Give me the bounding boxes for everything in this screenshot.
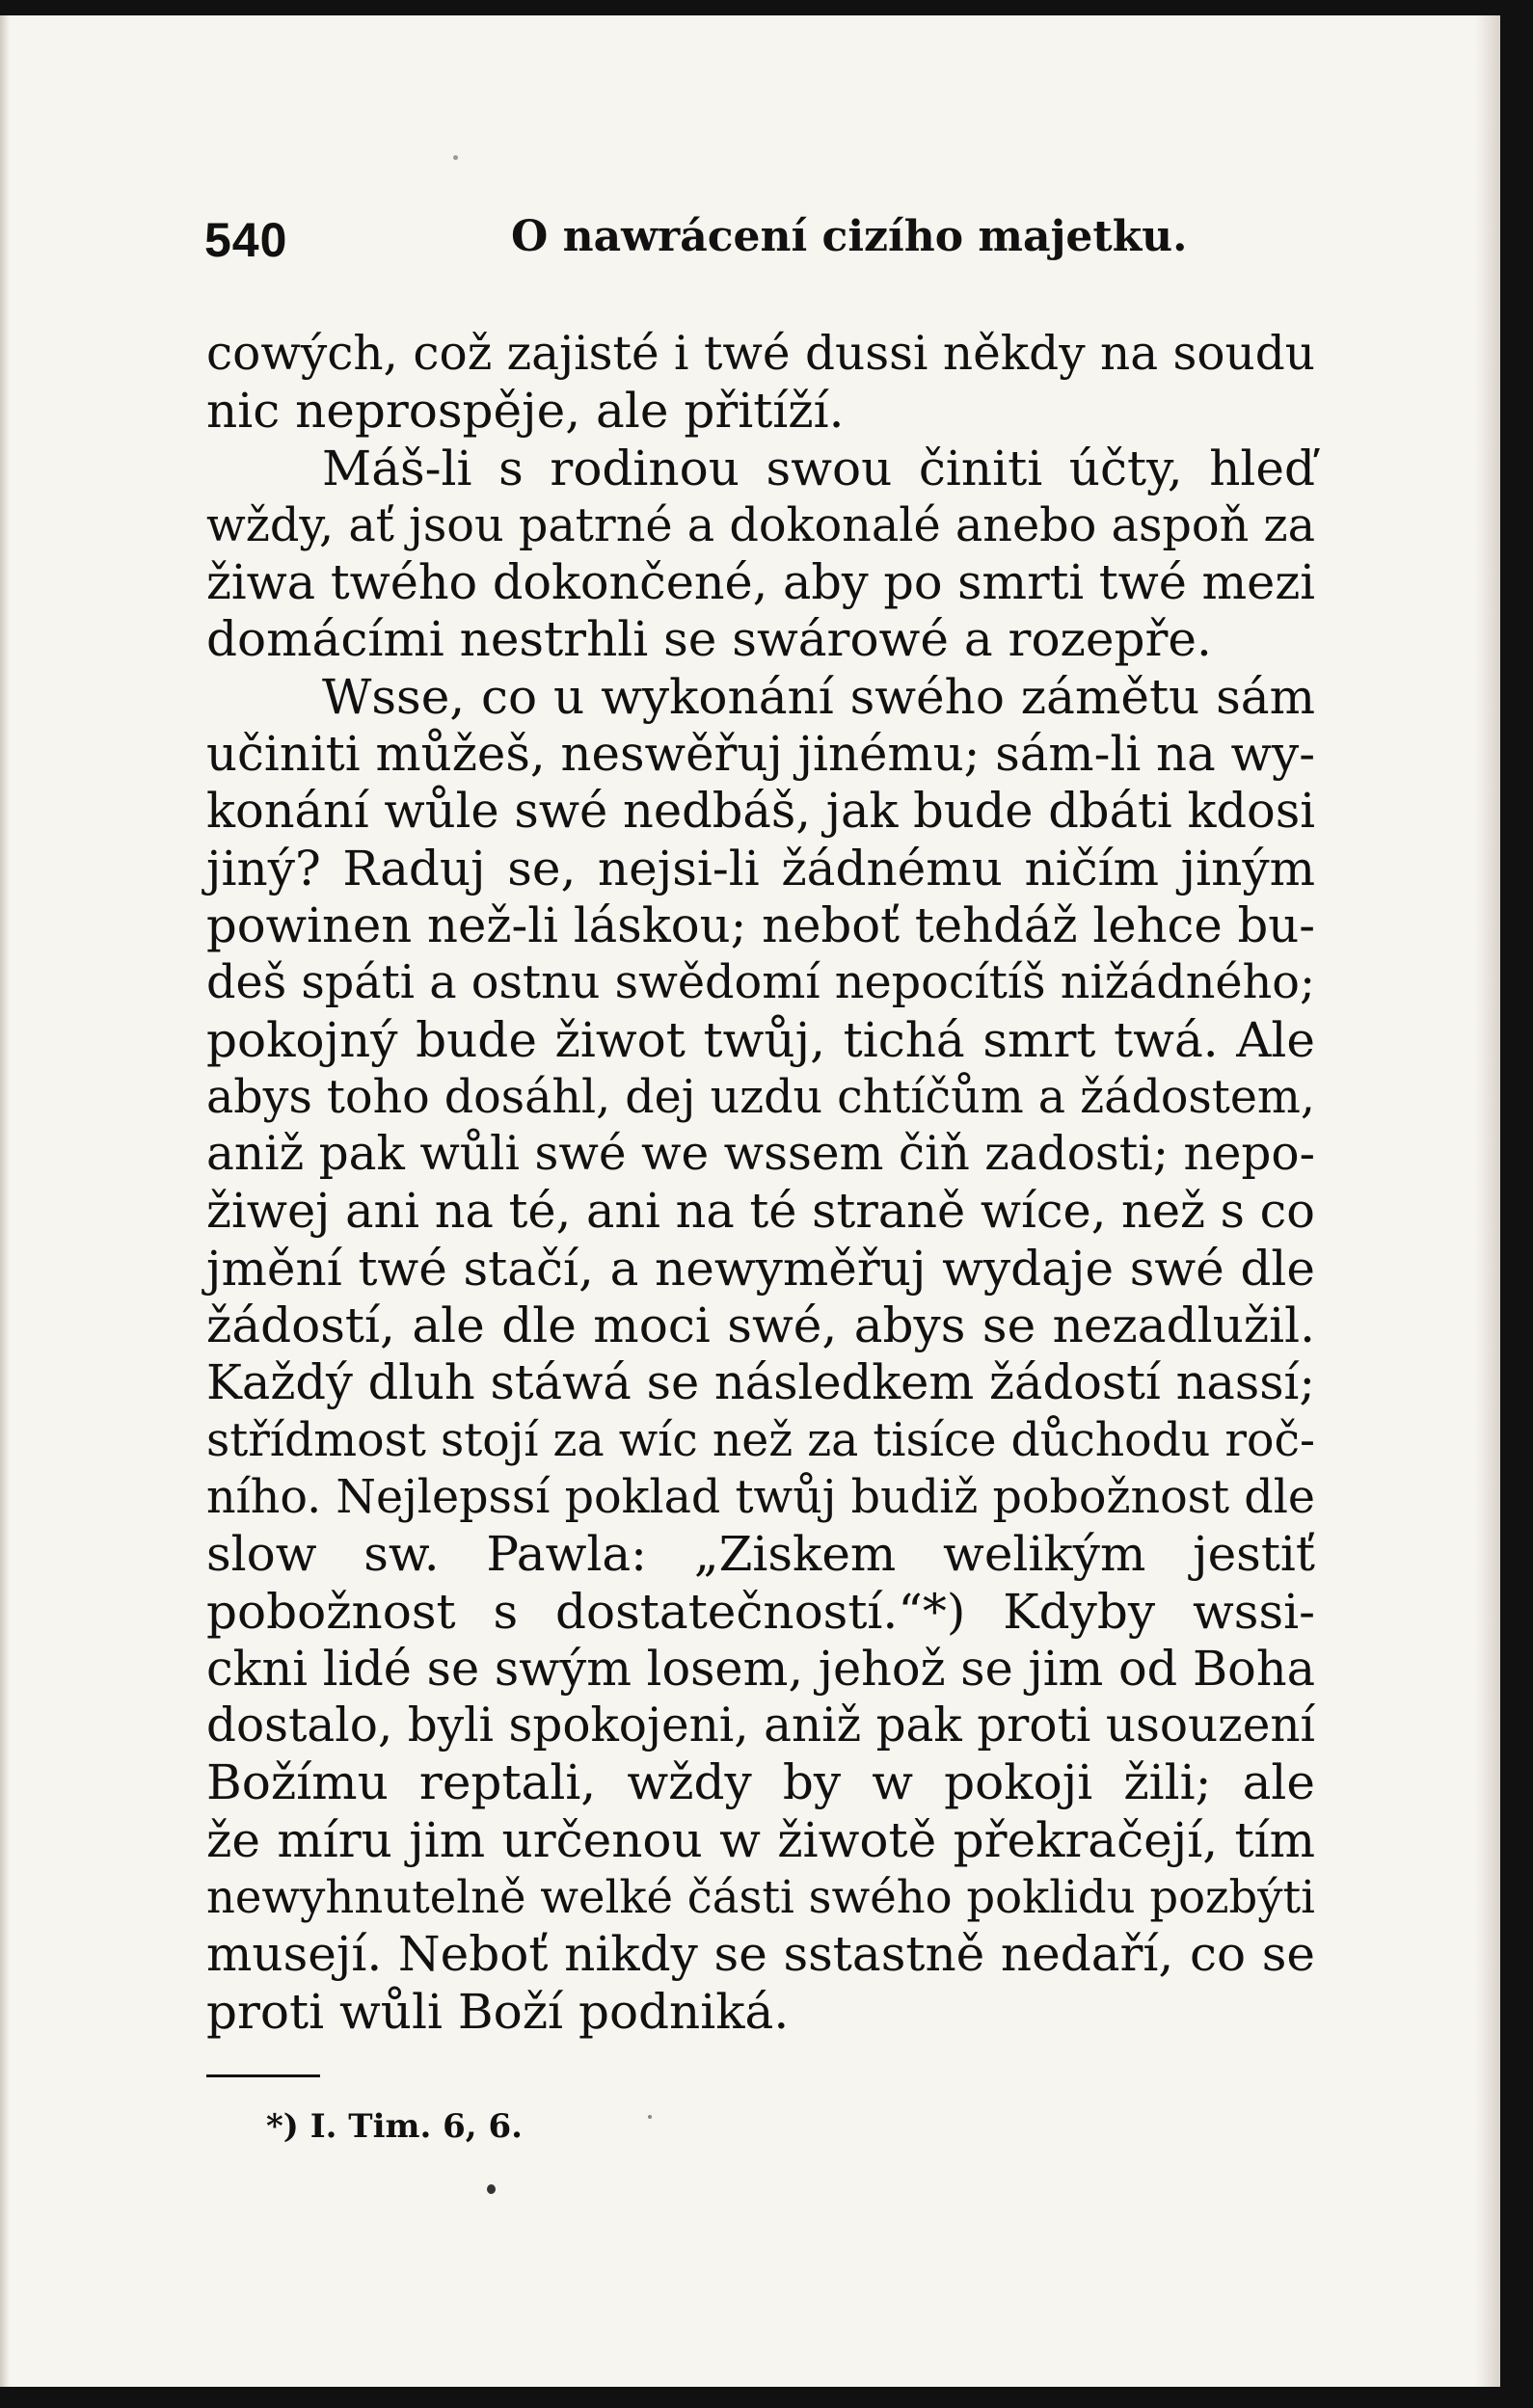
text-line: jmění twé stačí, a newyměřuj wydaje swé dle [206, 1240, 1315, 1297]
text-line: wždy, ať jsou patrné a dokonalé anebo aspoň za [206, 498, 1315, 552]
print-speck [453, 155, 458, 160]
text-line: cowých, což zajisté i twé dussi někdy na soudu [206, 327, 1316, 381]
text-line: že míru jim určenou w žiwotě překračejí, tím [206, 1811, 1315, 1868]
text-line: musejí. Neboť nikdy se sstastně nedaří, co se [206, 1926, 1315, 1983]
text-line: učiniti můžeš, neswěřuj jinému; sám-li na wy- [206, 726, 1316, 783]
text-line: abys toho dosáhl, dej uzdu chtíčům a žádostem, [206, 1070, 1315, 1124]
text-line: Máš-li s rodinou swou činiti účty, hleď [322, 440, 1315, 496]
text-line: konání wůle swé nedbáš, jak bude dbáti kdosi [206, 783, 1315, 840]
page-right-shade [1475, 15, 1500, 2387]
print-speck [487, 2184, 496, 2194]
text-line: powinen než-li láskou; neboť tehdáž lehce bu- [206, 896, 1315, 953]
text-line: jiný? Raduj se, nejsi-li žádnému ničím jiným [206, 840, 1315, 896]
print-speck [648, 2115, 652, 2119]
text-line: newyhnutelně welké části swého poklidu pozbýti [206, 1871, 1315, 1924]
text-line: Wsse, co u wykonání swého zámětu sám [322, 668, 1315, 725]
text-line: žiwej ani na té, ani na té straně wíce, než s co [206, 1183, 1315, 1240]
text-line: žádostí, ale dle moci swé, abys se nezadlužil. [206, 1298, 1315, 1354]
text-line: nic neprospěje, ale přitíží. [206, 383, 845, 440]
page-left-shadow [0, 15, 10, 2387]
text-line: pokojný bude žiwot twůj, tichá smrt twá. Ale [206, 1011, 1315, 1068]
text-line: pobožnost s dostatečností.“*) Kdyby wssi- [206, 1583, 1315, 1640]
footnote-divider [206, 2074, 320, 2077]
text-line: žiwa twého dokončené, aby po smrti twé mezi [206, 554, 1315, 611]
footnote: *) I. Tim. 6, 6. [266, 2107, 523, 2146]
text-line: Božímu reptali, wždy by w pokoji žili; ale [206, 1754, 1315, 1811]
text-line: Každý dluh stáwá se následkem žádostí nassí; [206, 1354, 1315, 1411]
text-line: střídmost stojí za wíc než za tisíce důchodu roč- [206, 1413, 1315, 1467]
text-line: ního. Nejlepssí poklad twůj budiž pobožnost dle [206, 1470, 1315, 1524]
page-number: 540 [204, 213, 288, 267]
text-line: dostalo, byli spokojeni, aniž pak proti usouzení [206, 1699, 1315, 1753]
text-line: domácími nestrhli se swárowé a rozepře. [206, 611, 1212, 668]
text-line: aniž pak wůli swé we wssem čiň zadosti; nepo- [206, 1127, 1315, 1182]
text-line: ckni lidé se swým losem, jehož se jim od Boha [206, 1640, 1315, 1697]
page-header [204, 208, 1323, 276]
running-title: O nawrácení cizího majetku. [511, 212, 1188, 261]
text-line: slow sw. Pawla: „Ziskem welikým jestiť [206, 1526, 1315, 1583]
text-line: proti wůli Boží podniká. [206, 1983, 790, 2040]
text-line: deš spáti a ostnu swědomí nepocítíš nižádného; [206, 956, 1315, 1010]
body-text [206, 326, 1315, 2041]
